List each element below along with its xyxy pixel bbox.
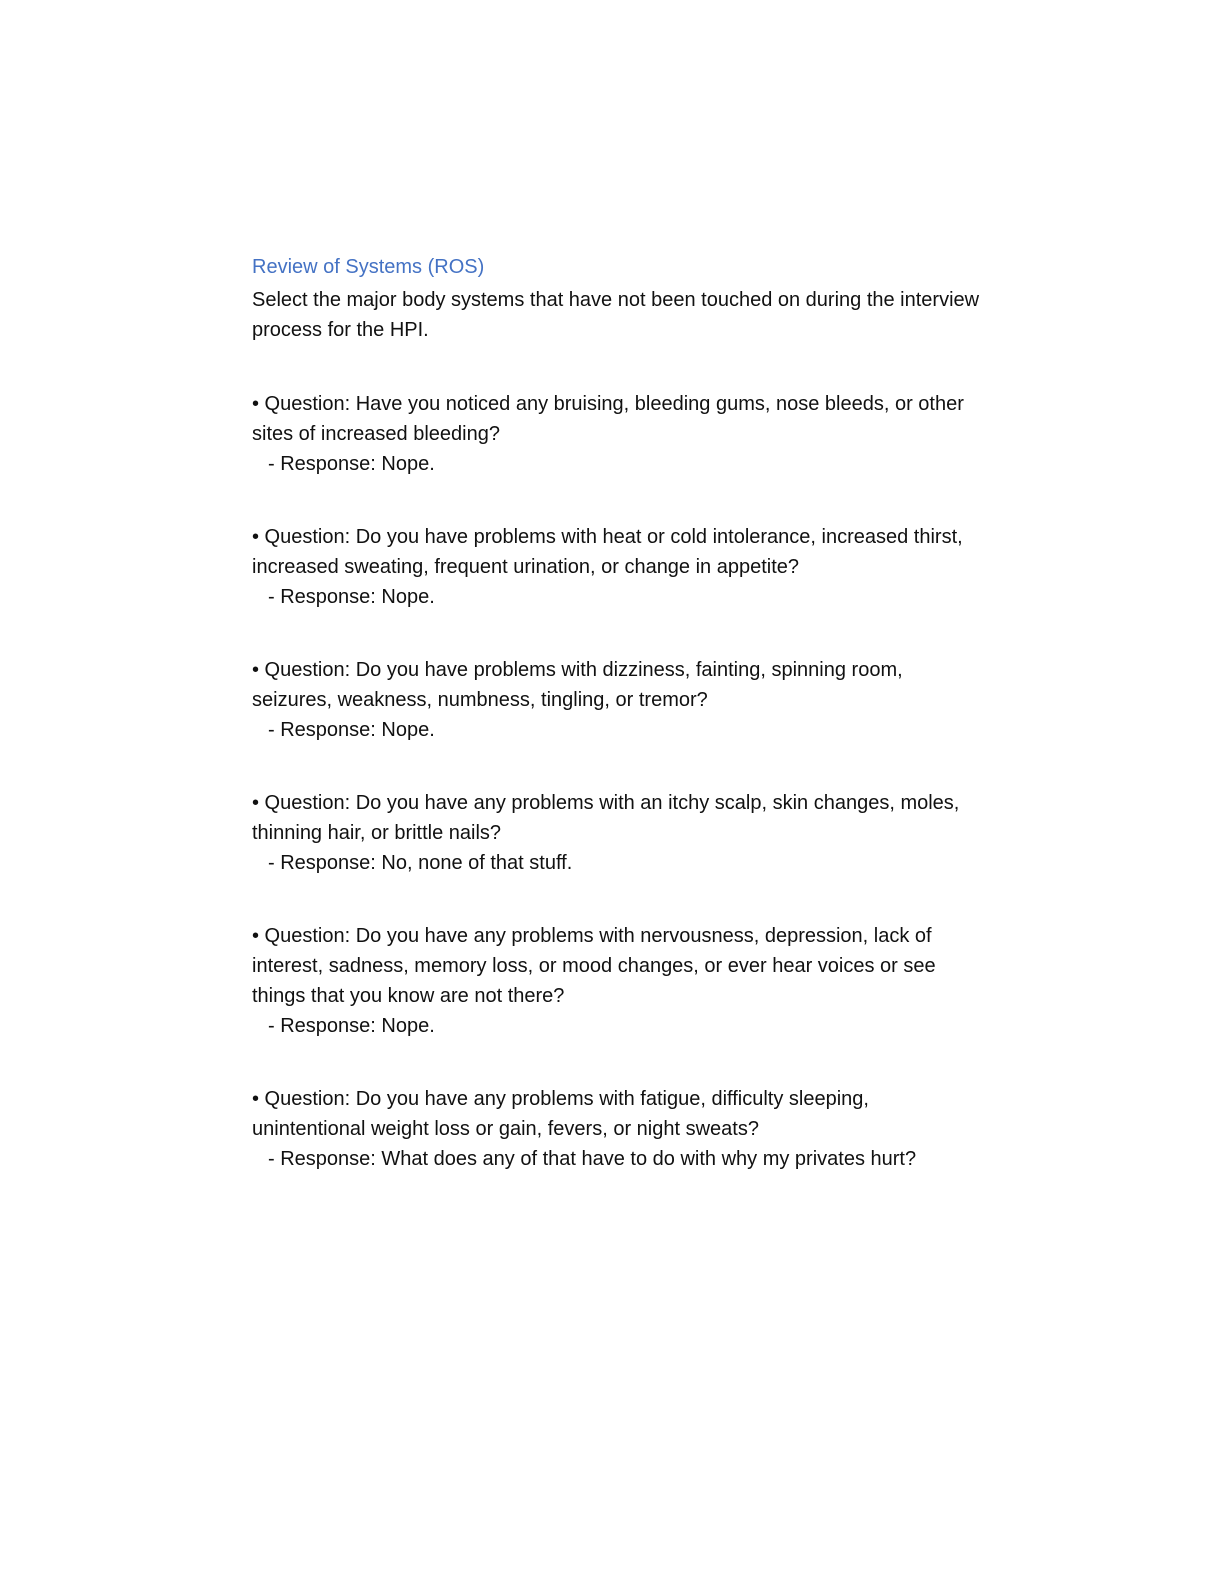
- section-heading: Review of Systems (ROS): [252, 256, 485, 278]
- qa-item-neurologic: [252, 655, 982, 745]
- qa-item-skin: [252, 788, 982, 878]
- response-text: - Response: Nope.: [268, 586, 435, 608]
- document-page: [252, 254, 982, 1217]
- response-text: - Response: Nope.: [268, 719, 435, 741]
- qa-item-constitutional: [252, 1084, 982, 1174]
- qa-item-endocrine: [252, 522, 982, 612]
- question-text: • Question: Do you have any problems with an itchy scalp, skin changes, moles, thinning hair, or brittle nails?: [252, 792, 960, 844]
- qa-item-bleeding: [252, 389, 982, 479]
- response-text: - Response: Nope.: [268, 1015, 435, 1037]
- response-text: - Response: No, none of that stuff.: [268, 852, 573, 874]
- question-text: • Question: Do you have any problems with fatigue, difficulty sleeping, unintentional weight loss or gain, fevers, or night sweats?: [252, 1088, 869, 1140]
- question-text: • Question: Do you have problems with heat or cold intolerance, increased thirst, increased sweating, frequent urination, or change in appetite?: [252, 526, 963, 578]
- intro-paragraph: Select the major body systems that have not been touched on during the interview process for the HPI.: [252, 289, 980, 341]
- response-text: - Response: What does any of that have to do with why my privates hurt?: [268, 1148, 917, 1170]
- response-text: - Response: Nope.: [268, 453, 435, 475]
- question-text: • Question: Do you have problems with dizziness, fainting, spinning room, seizures, weakness, numbness, tingling, or tremor?: [252, 659, 903, 711]
- question-text: • Question: Have you noticed any bruising, bleeding gums, nose bleeds, or other sites of increased bleeding?: [252, 393, 964, 445]
- qa-item-psychiatric: [252, 921, 982, 1041]
- question-text: • Question: Do you have any problems with nervousness, depression, lack of interest, sadness, memory loss, or mood changes, or ever hear voices or see things that you know are not there?: [252, 925, 936, 1007]
- qa-list: [252, 389, 982, 1174]
